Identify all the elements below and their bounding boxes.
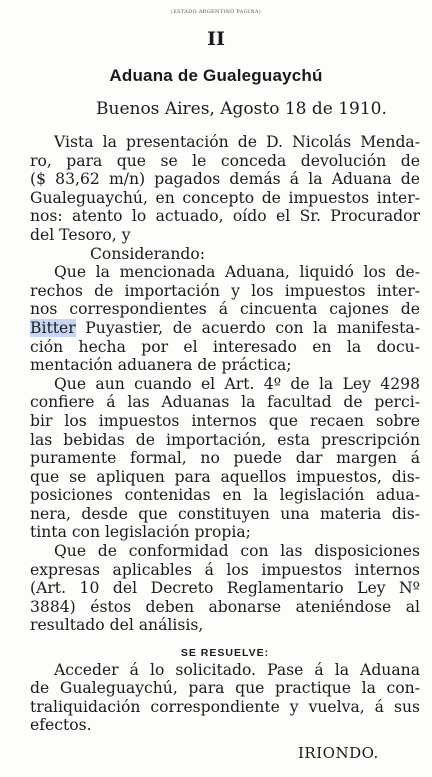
section-numeral: II [207,28,225,50]
text-line: (Art. 10 del Decreto Reglamentario Ley Nº [30,579,420,598]
text-line: ro, para que se le conceda devolución de [30,151,420,170]
resolution-heading: SE RESUELVE: [180,647,270,660]
text-line: puramente formal, no puede dar margen á [30,449,420,468]
resolution-heading-line [30,642,420,661]
text-line: Que de conformidad con las disposiciones [54,542,420,561]
text-line: que se apliquen para aquellos impuestos, dis- [30,467,420,486]
text-line: traliquidación correspondiente y vuelva, á sus [30,697,420,716]
page-header-mark: (ESTADO ARGENTINO PAGINA) [170,9,262,15]
text-line: rechos de importación y los impuestos inter- [30,281,420,300]
text-line: Gualeguaychú, en concepto de impuestos inter- [30,188,420,207]
text-line-remainder: Puyastier, de acuerdo con la manifesta- [75,318,420,337]
text-line: ($ 83,62 m/n) pagados demás á la Aduana de [30,170,420,189]
signature: IRIONDO. [298,744,379,762]
office-title: Aduana de Gualeguaychú [109,66,323,85]
text-line: bir los impuestos internos que recaen sobre [30,411,420,430]
text-line: nera, desde que constituyen una materia dis- [30,504,420,523]
text-line: de Gualeguaychú, para que practique la con- [30,679,420,698]
text-line: mentación aduanera de práctica; [30,356,292,375]
text-line: nos: atento lo actuado, oído el Sr. Procurador [30,207,420,226]
document-body [30,133,420,735]
text-line: posiciones contenidas en la legislación adua- [30,486,420,505]
text-line: expresas aplicables á los impuestos internos [30,560,420,579]
text-line: Vista la presentación de D. Nicolás Menda- [54,133,420,151]
text-line: Que aun cuando el Art. 4º de la Ley 4298 [54,374,420,393]
text-line: tinta con legislación propia; [30,523,251,542]
text-line: Que la mencionada Aduana, liquidó los de- [54,263,420,282]
text-line: del Tesoro, y [30,225,131,244]
text-line-highlighted [30,319,420,338]
text-line: efectos. [30,716,92,735]
text-line: las bebidas de importación, esta prescripción [30,430,420,449]
text-line: 3884) éstos deben abonarse ateniéndose al [30,597,420,616]
text-line: Acceder á lo solicitado. Pase á la Aduana [54,660,420,679]
highlighted-word: Bitter [30,318,76,337]
text-line: confiere á las Aduanas la facultad de perci- [30,393,420,412]
text-line: ción hecha por el interesado en la docu- [30,337,420,356]
dateline: Buenos Aires, Agosto 18 de 1910. [96,99,387,119]
considerando-heading: Considerando: [90,244,205,263]
text-line: nos correspondientes á cincuenta cajones de [30,300,420,319]
text-line: resultado del análisis, [30,616,204,635]
